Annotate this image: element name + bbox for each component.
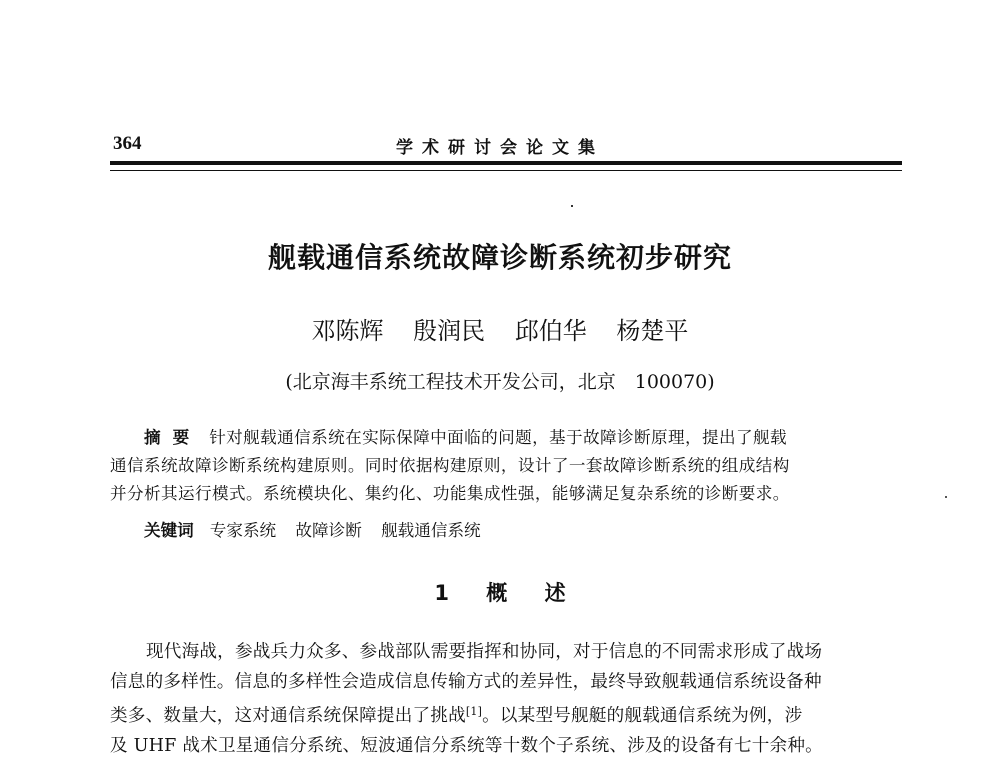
body-text — [110, 637, 902, 761]
citation-ref: [1] — [465, 705, 483, 718]
abstract — [110, 424, 902, 508]
keywords-label: 关键词 — [144, 521, 194, 540]
abstract-line: 通信系统故障诊断系统构建原则。同时依据构建原则，设计了一套故障诊断系统的组成结构 — [110, 456, 790, 475]
header-rule-thin — [110, 170, 902, 171]
affiliation: (北京海丰系统工程技术开发公司，北京 100070) — [285, 371, 715, 393]
paper-title: 舰载通信系统故障诊断系统初步研究 — [267, 241, 732, 274]
author-list: 邓陈辉 殷润民 邱伯华 杨楚平 — [311, 317, 689, 345]
keywords-text: 专家系统 故障诊断 舰载通信系统 — [209, 521, 481, 540]
body-text-segment: 。以某型号舰艇的舰载通信系统为例，涉 — [482, 706, 803, 726]
abstract-line — [110, 424, 902, 452]
running-head: 学术研讨会论文集 — [396, 138, 604, 158]
body-line: 及 UHF 战术卫星通信分系统、短波通信分系统等十数个子系统、涉及的设备有七十余种。 — [110, 736, 823, 756]
body-text-segment: 类多、数量大，这对通信系统保障提出了挑战 — [110, 706, 466, 726]
body-line: 信息的多样性。信息的多样性会造成信息传输方式的差异性，最终导致舰载通信系统设备种 — [110, 672, 822, 692]
abstract-label: 摘要 — [144, 428, 202, 447]
scan-speck — [571, 205, 573, 207]
abstract-text: 针对舰载通信系统在实际保障中面临的问题，基于故障诊断原理，提出了舰载 — [209, 428, 787, 447]
scan-speck — [945, 496, 947, 498]
keywords — [144, 517, 481, 541]
section-heading: 1 概 述 — [434, 581, 566, 605]
body-line — [110, 697, 902, 731]
header-rule-thick — [110, 161, 902, 165]
abstract-line: 并分析其运行模式。系统模块化、集约化、功能集成性强，能够满足复杂系统的诊断要求。 — [110, 484, 790, 503]
page-number: 364 — [113, 133, 142, 154]
body-line: 现代海战，参战兵力众多、参战部队需要指挥和协同，对于信息的不同需求形成了战场 — [146, 642, 823, 662]
